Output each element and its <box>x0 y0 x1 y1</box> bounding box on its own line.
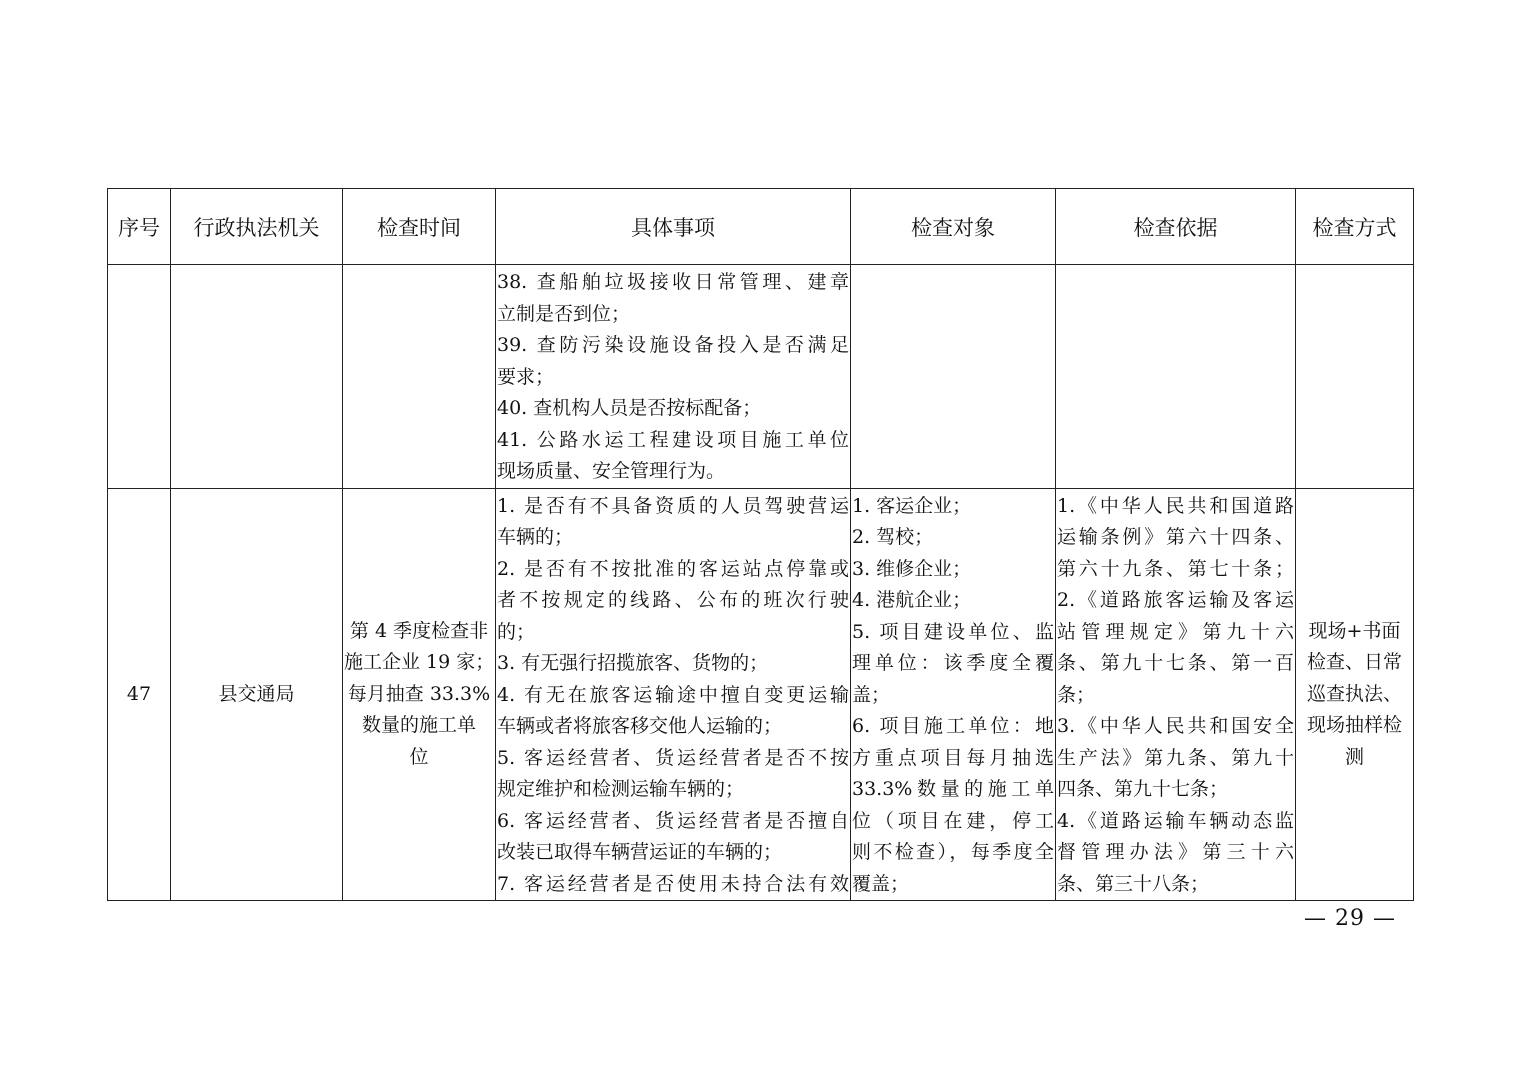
row2-method-line: 巡查执法、 <box>1306 682 1402 705</box>
header-basis: 检查依据 <box>1056 189 1296 265</box>
row1-agency-cell <box>171 265 343 489</box>
row2-object-line: 3. 维修企业； <box>852 557 972 580</box>
row2-time-line: 第 4 季度检查非 <box>349 619 489 642</box>
row2-basis-line: 条、第九十七条、第一百 <box>1057 652 1294 674</box>
row2-agency-cell: 县交通局 <box>171 488 343 901</box>
row2-method-line: 现场抽样检 <box>1306 714 1402 736</box>
row2-basis-line: 1.《中华人民共和国道路 <box>1057 494 1294 517</box>
row2-item-line: 1. 是否有不具备资质的人员驾驶营运 <box>497 494 849 517</box>
row2-object-line: 位（项目在建，停工 <box>852 809 1054 832</box>
header-row <box>108 189 1414 265</box>
row2-item-line: 7. 客运经营者是否使用未持合法有效 <box>497 872 849 895</box>
row2-basis-line: 四条、第九十七条； <box>1057 778 1229 800</box>
row2-method-line: 现场+书面 <box>1308 619 1401 642</box>
row2-object-line: 1. 客运企业； <box>852 494 972 517</box>
row2-basis-line: 条； <box>1057 683 1096 706</box>
row2-basis-cell <box>1056 488 1296 901</box>
header-objects: 检查对象 <box>851 189 1056 265</box>
row2-object-line: 方重点项目每月抽选 <box>852 746 1054 769</box>
row2-item-line: 5. 客运经营者、货运经营者是否不按 <box>497 746 849 769</box>
row2-time-line: 施工企业 19 家； <box>344 651 494 673</box>
row2-item-line: 者不按规定的线路、公布的班次行驶 <box>497 589 849 611</box>
row2-object-line: 覆盖； <box>852 872 910 895</box>
row2-basis-line: 站管理规定》第九十六 <box>1057 620 1294 643</box>
row1-time-cell <box>343 265 496 489</box>
row2-object-line: 6. 项目施工单位：地 <box>852 715 1054 737</box>
row1-objects-cell <box>851 265 1056 489</box>
page-number: — 29 — <box>1304 906 1396 931</box>
table-row <box>108 488 1414 901</box>
row2-time-line: 位 <box>409 745 429 768</box>
row2-method-line: 检查、日常 <box>1306 651 1402 673</box>
header-agency: 行政执法机关 <box>171 189 343 265</box>
row1-item-line: 40. 查机构人员是否按标配备； <box>497 397 762 419</box>
header-time: 检查时间 <box>343 189 496 265</box>
row2-object-line: 4. 港航企业； <box>852 589 972 611</box>
row2-item-line: 改装已取得车辆营运证的车辆的； <box>497 841 783 863</box>
row1-items-cell <box>496 265 851 489</box>
row1-item-line: 38. 查船舶垃圾接收日常管理、建章 <box>497 271 849 293</box>
row2-seq-cell: 47 <box>108 488 171 901</box>
row2-item-line: 的； <box>497 620 536 643</box>
row2-item-line: 车辆或者将旅客移交他人运输的； <box>497 715 783 737</box>
row1-item-line: 现场质量、安全管理行为。 <box>497 460 726 482</box>
row1-item-line: 立制是否到位； <box>497 302 631 325</box>
row2-basis-line: 生产法》第九条、第九十 <box>1057 746 1294 769</box>
header-method: 检查方式 <box>1296 189 1414 265</box>
row2-basis-line: 2.《道路旅客运输及客运 <box>1057 589 1294 611</box>
row1-item-line: 41. 公路水运工程建设项目施工单位 <box>497 428 849 451</box>
row2-item-line: 6. 客运经营者、货运经营者是否擅自 <box>497 809 849 832</box>
header-items: 具体事项 <box>496 189 851 265</box>
row2-basis-line: 4.《道路运输车辆动态监 <box>1057 809 1294 832</box>
row2-time-cell <box>343 488 496 901</box>
row2-object-line: 33.3%数量的施工单 <box>852 778 1054 800</box>
row2-item-line: 2. 是否有不按批准的客运站点停靠或 <box>497 557 849 580</box>
row2-item-line: 规定维护和检测运输车辆的； <box>497 778 745 800</box>
row1-basis-cell <box>1056 265 1296 489</box>
header-seq: 序号 <box>108 189 171 265</box>
row2-basis-line: 督管理办法》第三十六 <box>1057 841 1294 863</box>
row1-item-line: 要求； <box>497 365 555 388</box>
row1-method-cell <box>1296 265 1414 489</box>
row2-basis-line: 条、第三十八条； <box>1057 872 1210 895</box>
row2-objects-cell <box>851 488 1056 901</box>
row1-seq-cell <box>108 265 171 489</box>
row2-basis-line: 运输条例》第六十四条、 <box>1057 526 1294 548</box>
row2-time-line: 数量的施工单 <box>361 714 476 736</box>
row1-item-line: 39. 查防污染设施设备投入是否满足 <box>497 334 849 356</box>
row2-item-line: 4. 有无在旅客运输途中擅自变更运输 <box>497 683 849 706</box>
row2-method-line: 测 <box>1344 745 1364 768</box>
row2-item-line: 车辆的； <box>497 526 574 548</box>
row2-object-line: 理单位：该季度全覆 <box>852 652 1054 674</box>
row2-basis-line: 3.《中华人民共和国安全 <box>1057 715 1294 737</box>
row2-time-line: 每月抽查 33.3% <box>347 682 491 705</box>
row2-object-line: 盖； <box>852 683 891 706</box>
table-row <box>108 265 1414 489</box>
row2-method-cell <box>1296 488 1414 901</box>
row2-item-line: 3. 有无强行招揽旅客、货物的； <box>497 652 769 674</box>
row2-object-line: 5. 项目建设单位、监 <box>852 620 1054 643</box>
row2-basis-line: 第六十九条、第七十条； <box>1057 557 1294 580</box>
inspection-table <box>107 188 1414 901</box>
row2-object-line: 2. 驾校； <box>852 526 934 548</box>
row2-object-line: 则不检查），每季度全 <box>852 841 1054 863</box>
row2-items-cell <box>496 488 851 901</box>
